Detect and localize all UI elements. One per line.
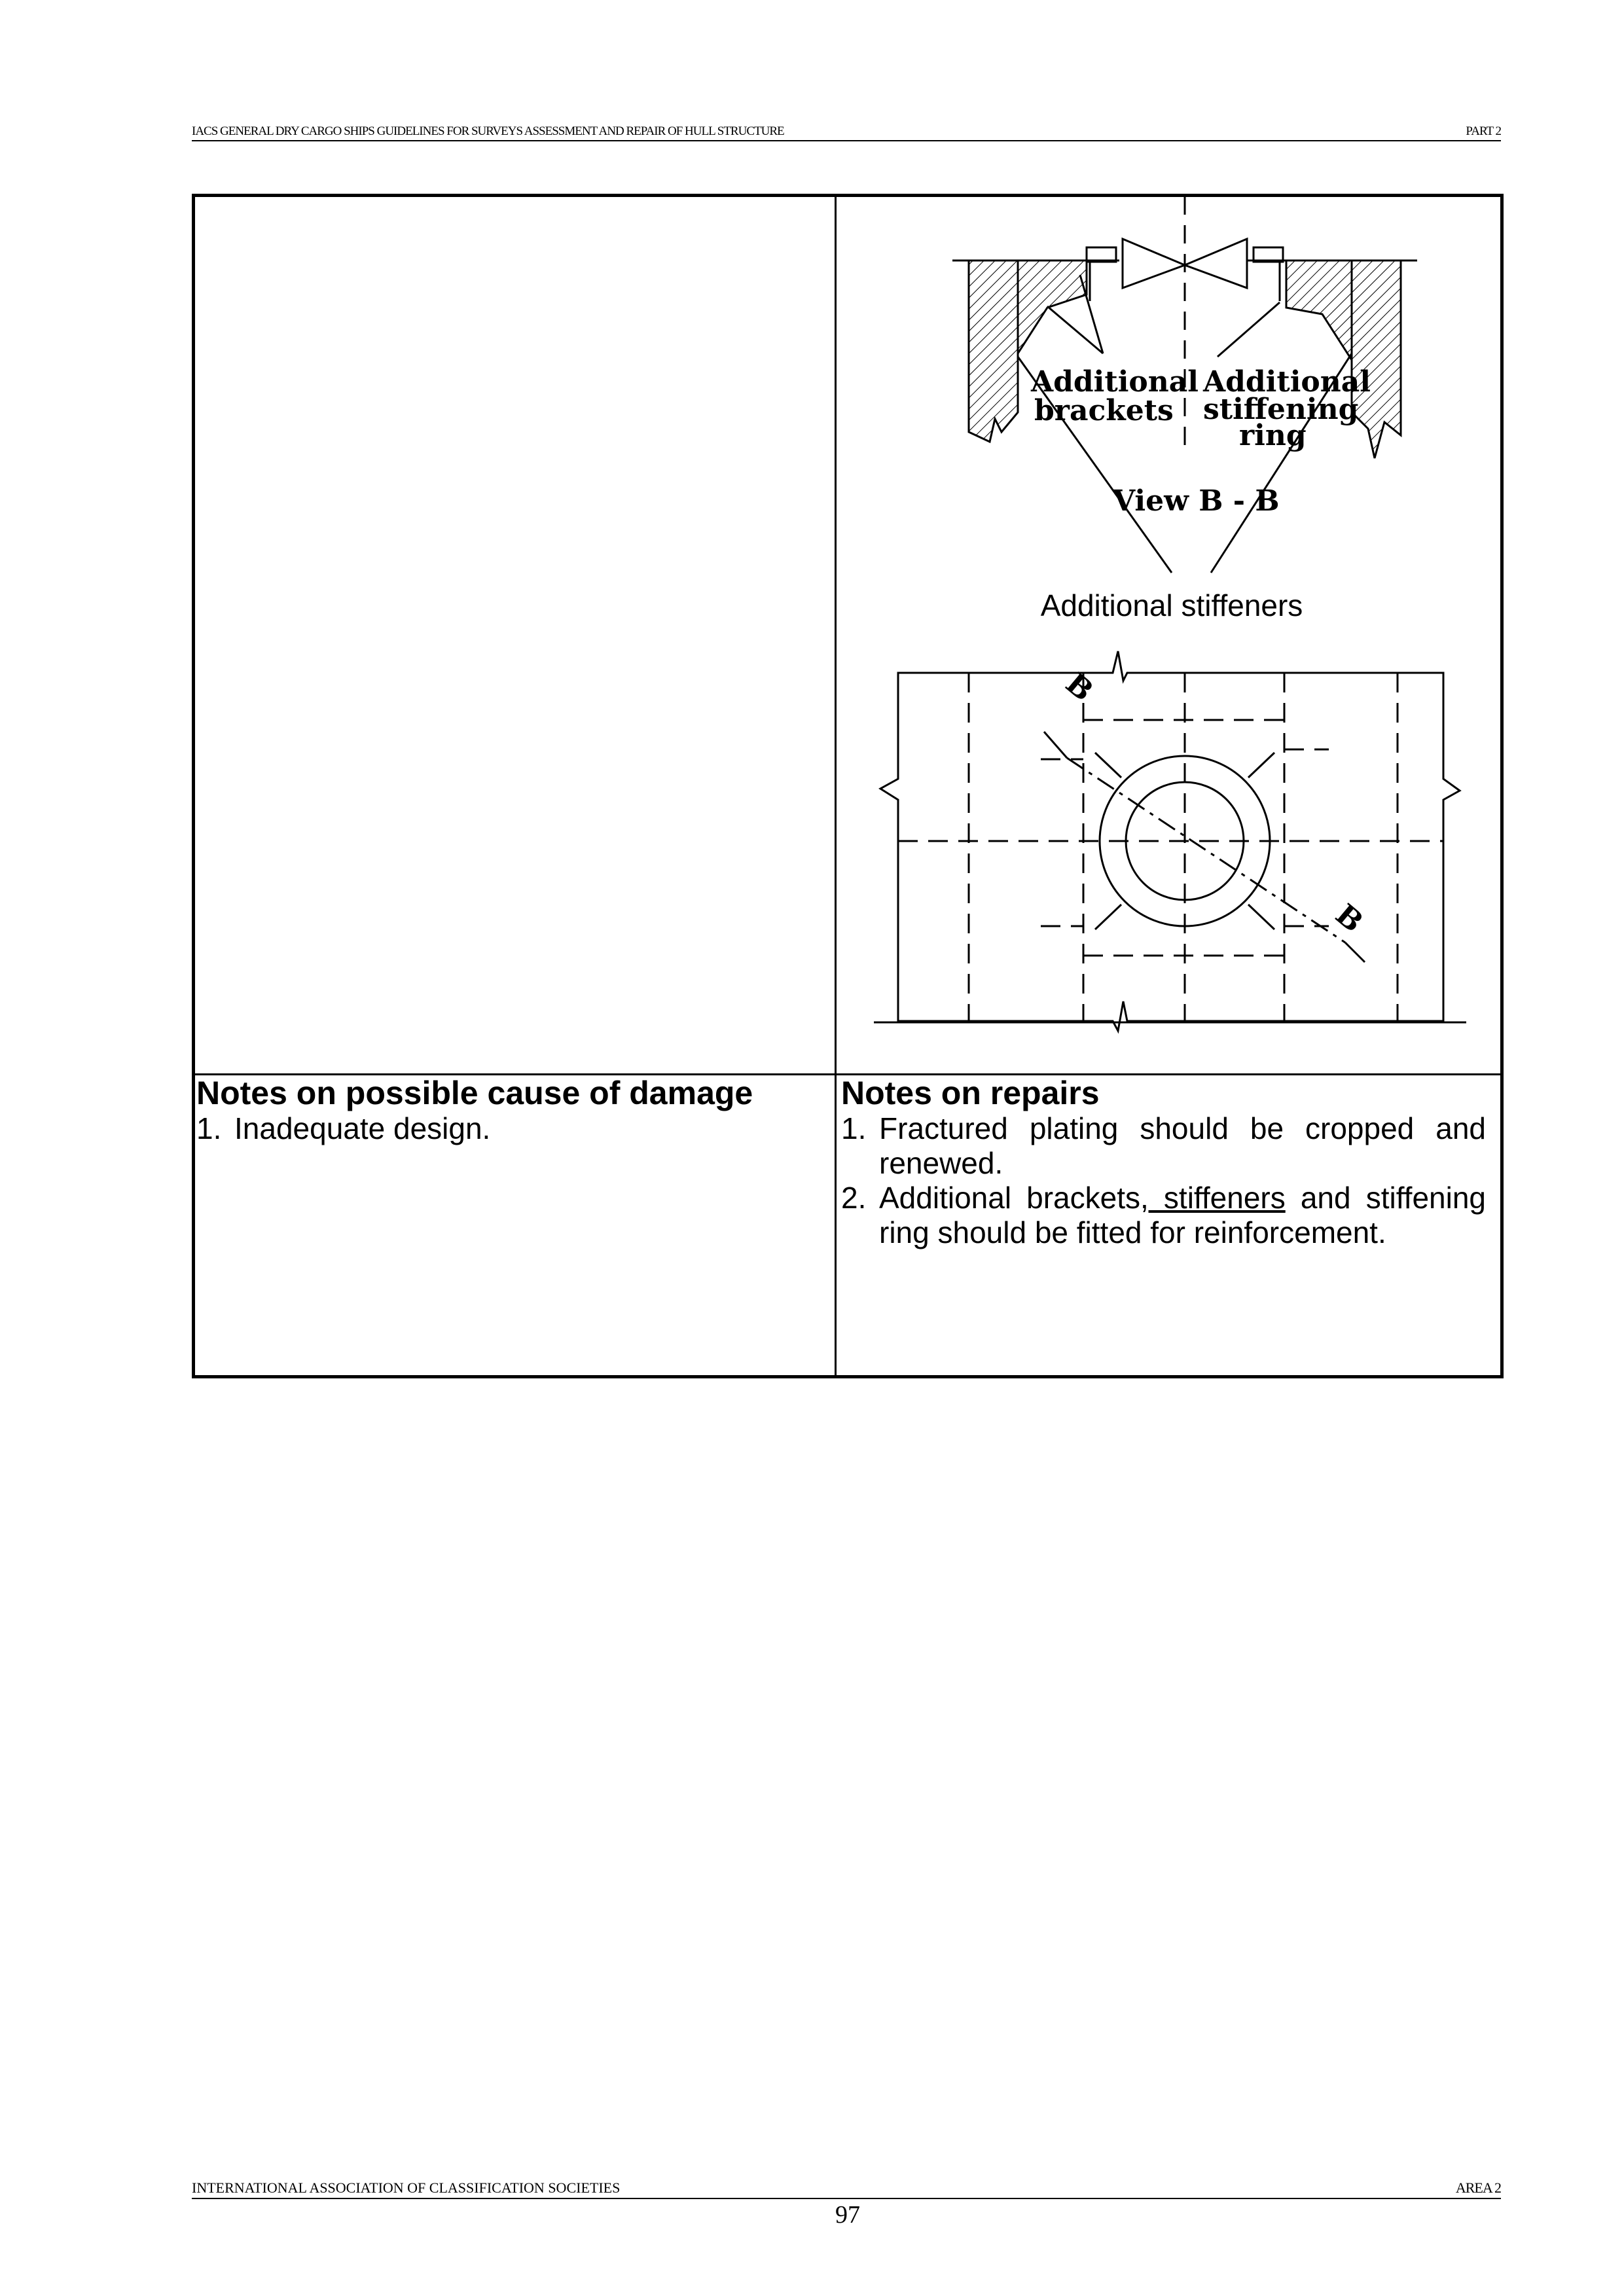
header-title: IACS GENERAL DRY CARGO SHIPS GUIDELINES FOR SURVEYS ASSESSMENT AND REPAIR OF HULL STRUCTURE — [192, 124, 784, 138]
plan-view — [874, 651, 1466, 1031]
repair-notes-title: Notes on repairs — [841, 1075, 1100, 1111]
page-footer — [192, 2181, 1501, 2199]
figure-caption: Additional stiffeners — [1040, 588, 1303, 622]
damage-notes-list — [196, 1111, 828, 1146]
label-ring-1: Additional — [1203, 365, 1371, 399]
section-mark-top: B — [1059, 666, 1100, 708]
section-mark-bottom: B — [1329, 897, 1369, 939]
repair-notes — [841, 1075, 1486, 1250]
footer-org: INTERNATIONAL ASSOCIATION OF CLASSIFICATION SOCIETIES — [192, 2179, 621, 2196]
list-item: 1. Fractured plating should be cropped and renewed. — [841, 1111, 1486, 1180]
list-item: 2. Additional brackets, stiffeners and stiffening ring should be fitted for reinforcement. — [841, 1181, 1486, 1249]
label-brackets-1: Additional — [1031, 365, 1199, 399]
damage-notes-title: Notes on possible cause of damage — [196, 1075, 753, 1111]
header-part: PART 2 — [1466, 124, 1501, 138]
page-number: 97 — [835, 2201, 860, 2229]
label-ring-3: ring — [1239, 419, 1307, 452]
label-brackets-2: brackets — [1034, 394, 1174, 427]
label-view-b-b: View B - B — [1113, 484, 1280, 518]
list-item: 1. Inadequate design. — [196, 1111, 491, 1145]
footer-area: AREA 2 — [1455, 2179, 1501, 2196]
repair-notes-list — [841, 1111, 1486, 1250]
damage-notes — [196, 1075, 828, 1146]
label-ring-2: stiffening — [1203, 393, 1359, 426]
